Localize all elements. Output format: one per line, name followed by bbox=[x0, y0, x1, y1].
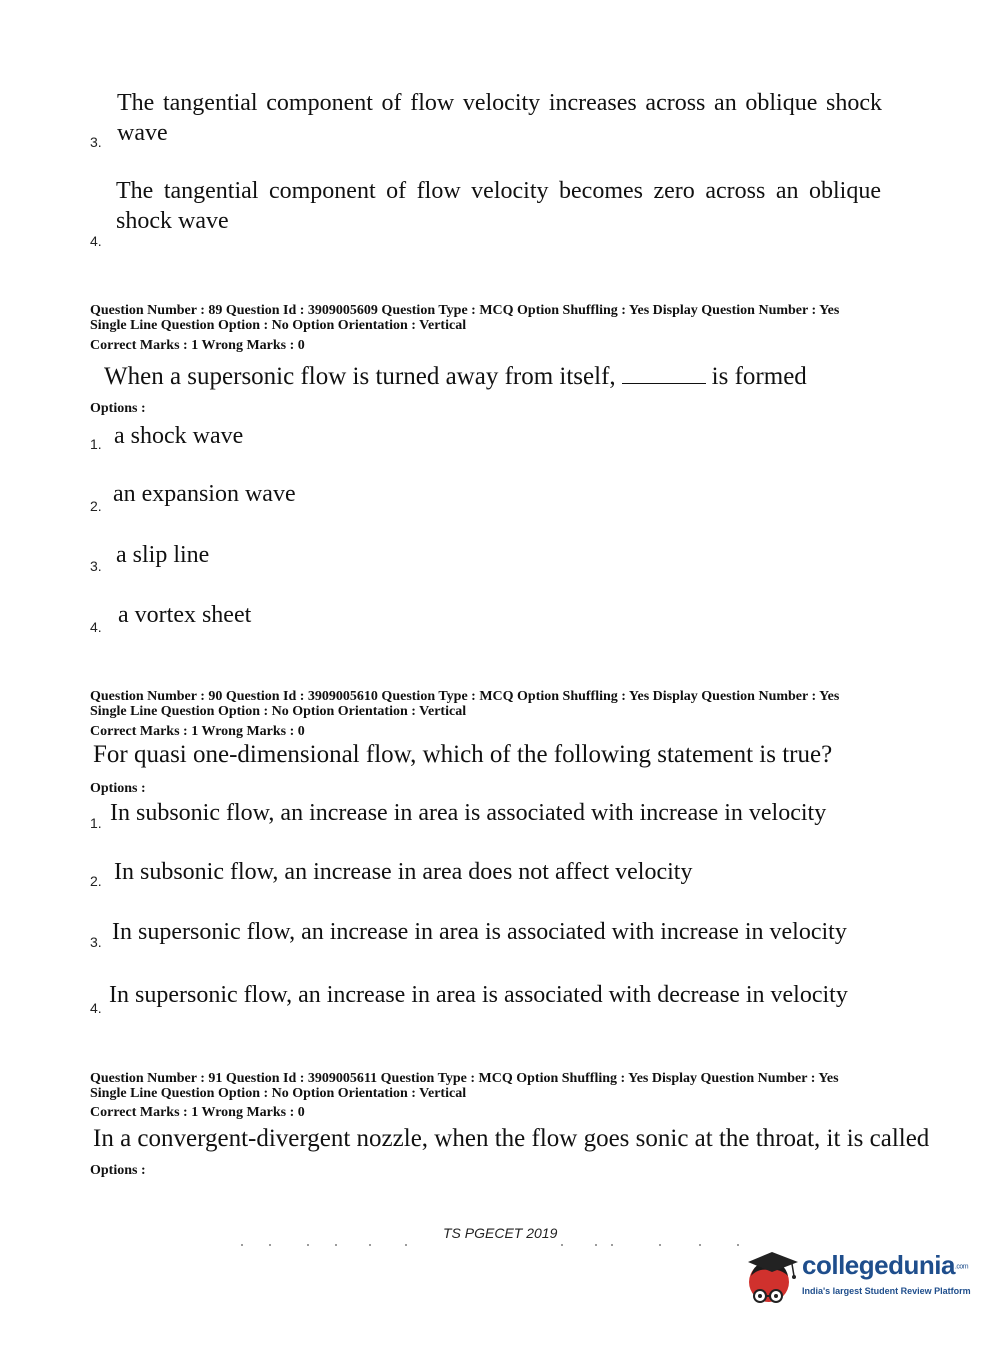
question-text: For quasi one-dimensional flow, which of the following statement is true? bbox=[93, 741, 833, 768]
option-number: 4. bbox=[90, 233, 102, 249]
options-label: Options : bbox=[90, 781, 146, 796]
option-number: 3. bbox=[90, 934, 102, 950]
option-number: 3. bbox=[90, 558, 102, 574]
brand-tagline: India's largest Student Review Platform bbox=[802, 1286, 971, 1296]
option-text: a shock wave bbox=[114, 423, 244, 449]
exam-footer: TS PGECET 2019 bbox=[443, 1225, 558, 1241]
options-label: Options : bbox=[90, 401, 146, 416]
question-text-part1: When a supersonic flow is turned away from itself, bbox=[104, 363, 616, 390]
option-text: The tangential component of flow velocity becomes zero across an oblique shock wave bbox=[116, 178, 881, 234]
option-text: In supersonic flow, an increase in area is associated with increase in velocity bbox=[112, 919, 847, 945]
question-marks: Correct Marks : 1 Wrong Marks : 0 bbox=[90, 338, 305, 353]
option-text: In supersonic flow, an increase in area is associated with decrease in velocity bbox=[109, 982, 848, 1008]
question-marks: Correct Marks : 1 Wrong Marks : 0 bbox=[90, 1105, 305, 1120]
question-meta-line2: Single Line Question Option : No Option Orientation : Vertical bbox=[90, 704, 467, 719]
option-text: The tangential component of flow velocity increases across an oblique shock wave bbox=[117, 90, 882, 146]
question-meta-line1: Question Number : 90 Question Id : 3909005610 Question Type : MCQ Option Shuffling : Yes Display Question Number : Yes bbox=[90, 689, 840, 704]
option-text: In subsonic flow, an increase in area is associated with increase in velocity bbox=[110, 800, 827, 826]
option-text: a slip line bbox=[116, 542, 210, 568]
question-meta-line1: Question Number : 91 Question Id : 3909005611 Question Type : MCQ Option Shuffling : Yes Display Question Number : Yes bbox=[90, 1071, 839, 1086]
option-text: an expansion wave bbox=[113, 481, 296, 507]
option-number: 3. bbox=[90, 134, 102, 150]
option-number: 4. bbox=[90, 1000, 102, 1016]
option-number: 1. bbox=[90, 436, 102, 452]
option-text: a vortex sheet bbox=[118, 602, 252, 628]
fill-blank bbox=[622, 363, 706, 384]
question-meta-line1: Question Number : 89 Question Id : 3909005609 Question Type : MCQ Option Shuffling : Yes Display Question Number : Yes bbox=[90, 303, 840, 318]
option-number: 2. bbox=[90, 873, 102, 889]
question-text bbox=[104, 362, 807, 392]
option-number: 2. bbox=[90, 498, 102, 514]
dotted-divider bbox=[240, 1243, 750, 1247]
brand-name: collegedunia.com bbox=[802, 1250, 969, 1280]
question-meta-line2: Single Line Question Option : No Option Orientation : Vertical bbox=[90, 1086, 467, 1101]
option-number: 4. bbox=[90, 619, 102, 635]
options-label: Options : bbox=[90, 1163, 146, 1178]
option-text: In subsonic flow, an increase in area does not affect velocity bbox=[114, 859, 693, 885]
brand-suffix: .com bbox=[954, 1263, 969, 1271]
collegedunia-logo bbox=[742, 1248, 972, 1310]
question-text-part2: is formed bbox=[711, 363, 807, 390]
question-meta-line2: Single Line Question Option : No Option Orientation : Vertical bbox=[90, 318, 467, 333]
question-text: In a convergent-divergent nozzle, when the flow goes sonic at the throat, it is called bbox=[93, 1125, 930, 1152]
question-marks: Correct Marks : 1 Wrong Marks : 0 bbox=[90, 724, 305, 739]
option-number: 1. bbox=[90, 815, 102, 831]
graduation-cap-mascot-icon bbox=[742, 1248, 800, 1310]
